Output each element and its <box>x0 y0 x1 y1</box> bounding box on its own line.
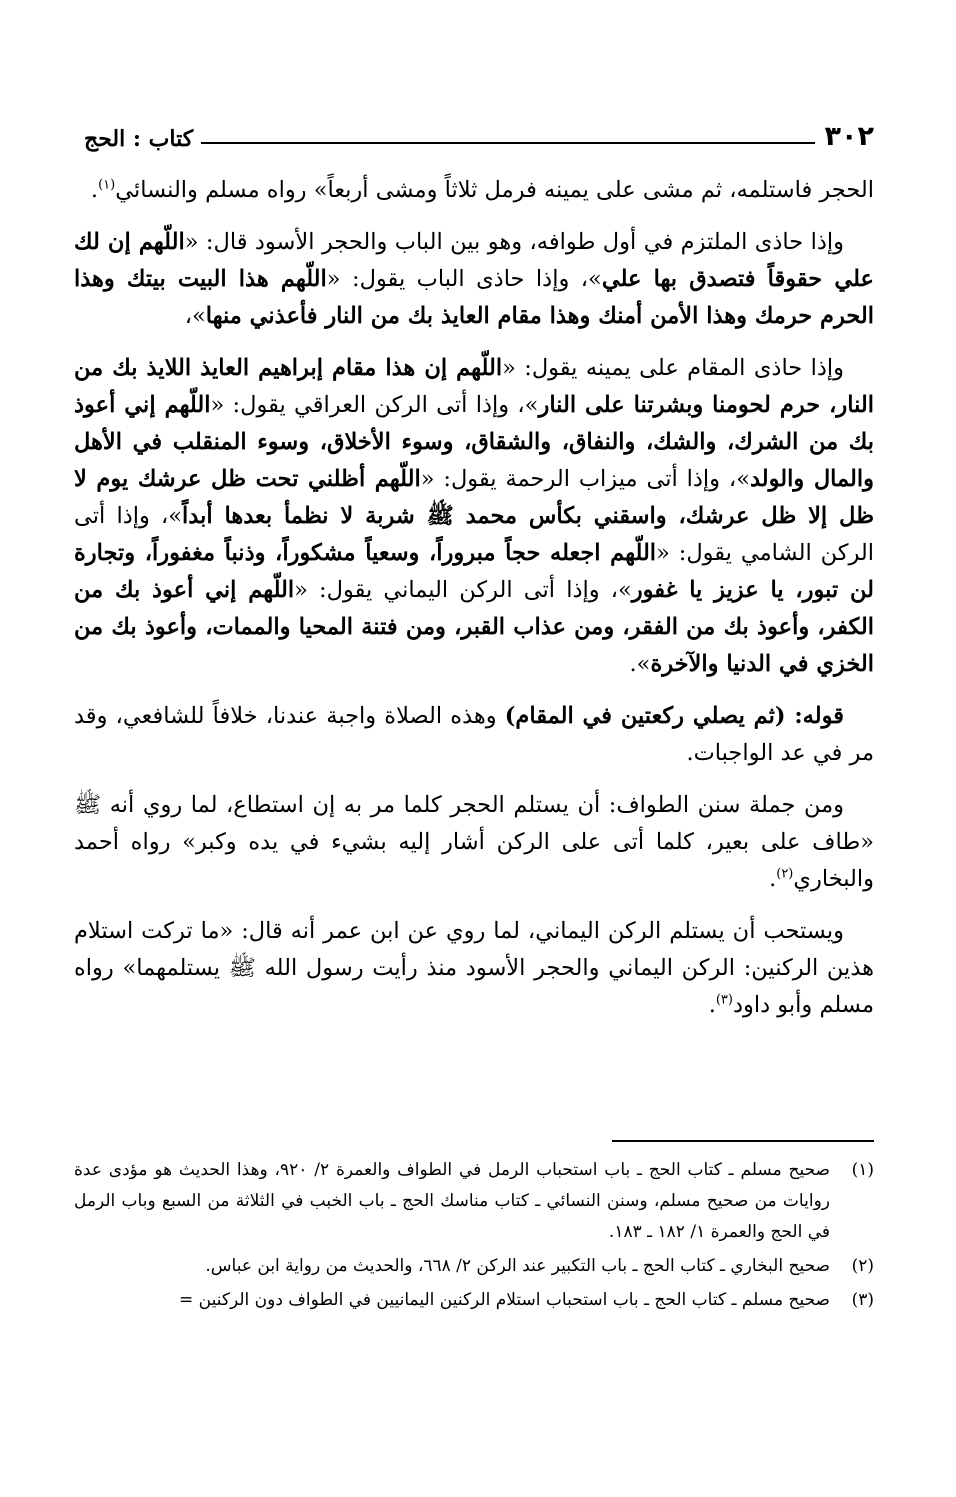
p2-dua-1: اللّهم إن لك علي حقوقاً فتصدق بها علي <box>74 229 874 292</box>
p3-intro: وإذا حاذى المقام على يمينه يقول: « <box>502 355 844 381</box>
footnote-ref-2[interactable]: (٢) <box>776 866 794 882</box>
paragraph-1-text: الحجر فاستلمه، ثم مشى على يمينه فرمل ثلاثاً ومشى أربعاً» رواه مسلم والنسائي <box>115 177 874 203</box>
page-header <box>84 112 874 152</box>
p4-rest: وهذه الصلاة واجبة عندنا، خلافاً للشافعي، وقد مر في عد الواجبات. <box>74 703 874 766</box>
footnote-separator <box>612 1140 874 1142</box>
paragraph-2 <box>74 224 874 335</box>
p3-mid-1: »، وإذا أتى الركن العراقي يقول: « <box>210 392 539 418</box>
footnote-number: (١) <box>851 1160 874 1180</box>
paragraph-1: الحجر فاستلمه، ثم مشى على يمينه فرمل ثلاثاً ومشى أربعاً» رواه مسلم والنسائي$^{(١)}$. <box>90 177 874 203</box>
p3-dua-1: اللّهم إن هذا مقام إبراهيم العايذ اللايذ بك من النار، حرم لحومنا وبشرتنا على النار <box>74 355 874 418</box>
p3-mid-2: »، وإذا أتى ميزاب الرحمة يقول: « <box>420 466 750 492</box>
paragraph-5-text: ومن جملة سنن الطواف: أن يستلم الحجر كلما مر به إن استطاع، لما روي أنه ﷺ «طاف على بعير، كلما أتى على الركن أشار إليه بشيء في يده وكبر» رواه أحمد والبخاري <box>74 792 874 892</box>
running-title: كتاب : الحج <box>84 126 194 152</box>
footnote-ref-1[interactable]: (١) <box>98 177 116 193</box>
p3-dua-5: اللّهم إني أعوذ بك من الكفر، وأعوذ بك من الفقر، ومن عذاب القبر، ومن فتنة المحيا والممات، وأعوذ بك من الخزي في الدنيا والآخرة <box>74 577 874 677</box>
footnote-ref-3[interactable]: (٣) <box>715 992 733 1008</box>
p2-intro: وإذا حاذى الملتزم في أول طوافه، وهو بين الباب والحجر الأسود قال: « <box>184 229 844 255</box>
footnote-text: صحيح مسلم ـ كتاب الحج ـ باب استحباب الرمل في الطواف والعمرة ٢/ ٩٢٠، وهذا الحديث هو مؤدى عدة روايات من صحيح مسلم، وسنن النسائي ـ كتاب مناسك الحج ـ باب الخبب في الثلاثة من السبع وباب الرمل في الحج والعمرة ١/ ١٨٢ ـ ١٨٣. <box>74 1160 830 1242</box>
footnote-2 <box>74 1251 874 1282</box>
p2-end: »، <box>184 303 206 329</box>
paragraph-4 <box>74 698 874 772</box>
footnote-text: صحيح البخاري ـ كتاب الحج ـ باب التكبير عند الركن ٢/ ٦٦٨، والحديث من رواية ابن عباس. <box>205 1256 830 1276</box>
p3-dua-4: اللّهم اجعله حجاً مبروراً، وسعياً مشكوراً، وذنباً مغفوراً، وتجارة لن تبور، يا عزيز يا غفور <box>74 540 874 603</box>
paragraph-3 <box>74 350 874 683</box>
p4-qawluhu: قوله: (ثم يصلي ركعتين في المقام) <box>504 703 844 729</box>
p3-dua-2: اللّهم إني أعوذ بك من الشرك، والشك، والنفاق، والشقاق، وسوء الأخلاق، وسوء المنقلب في الأهل والمال والولد <box>74 392 874 492</box>
p2-mid: »، وإذا حاذى الباب يقول: « <box>326 266 602 292</box>
main-text <box>74 172 874 1039</box>
p3-mid-3: »، وإذا أتى الركن الشامي يقول: « <box>74 503 874 566</box>
page-number: ٣٠٢ <box>824 121 874 152</box>
paragraph-6: ويستحب أن يستلم الركن اليماني، لما روي عن ابن عمر أنه قال: «ما تركت استلام هذين الركنين: الركن اليماني والحجر الأسود منذ رأيت رسول الله ﷺ يستلمهما» رواه مسلم وأبو داود$^{(٣)}$. <box>74 918 874 1018</box>
header-rule <box>201 142 814 144</box>
footnote-number: (٢) <box>851 1256 874 1276</box>
paragraph-5: ومن جملة سنن الطواف: أن يستلم الحجر كلما مر به إن استطاع، لما روي أنه ﷺ «طاف على بعير، كلما أتى على الركن أشار إليه بشيء في يده وكبر» رواه أحمد والبخاري$^{(٢)}$. <box>74 792 874 892</box>
footnote-3 <box>74 1285 874 1316</box>
paragraph-6-text: ويستحب أن يستلم الركن اليماني، لما روي عن ابن عمر أنه قال: «ما تركت استلام هذين الركنين: الركن اليماني والحجر الأسود منذ رأيت رسول الله ﷺ يستلمهما» رواه مسلم وأبو داود <box>74 918 874 1018</box>
footnote-1 <box>74 1155 874 1248</box>
p3-dua-3: اللّهم أظلني تحت ظل عرشك يوم لا ظل إلا ظل عرشك، واسقني بكأس محمد ﷺ شربة لا نظمأ بعدها أبداً <box>74 466 874 529</box>
footnotes <box>74 1155 874 1319</box>
footnote-number: (٣) <box>851 1290 874 1310</box>
p3-mid-4: »، وإذا أتى الركن اليماني يقول: « <box>294 577 632 603</box>
footnote-text: صحيح مسلم ـ كتاب الحج ـ باب استحباب استلام الركنين اليمانيين في الطواف دون الركنين = <box>179 1290 830 1310</box>
p3-end: ». <box>629 651 651 677</box>
p2-dua-2: اللّهم هذا البيت بيتك وهذا الحرم حرمك وهذا الأمن أمنك وهذا مقام العايذ بك من النار فأعذني منها <box>74 266 874 329</box>
